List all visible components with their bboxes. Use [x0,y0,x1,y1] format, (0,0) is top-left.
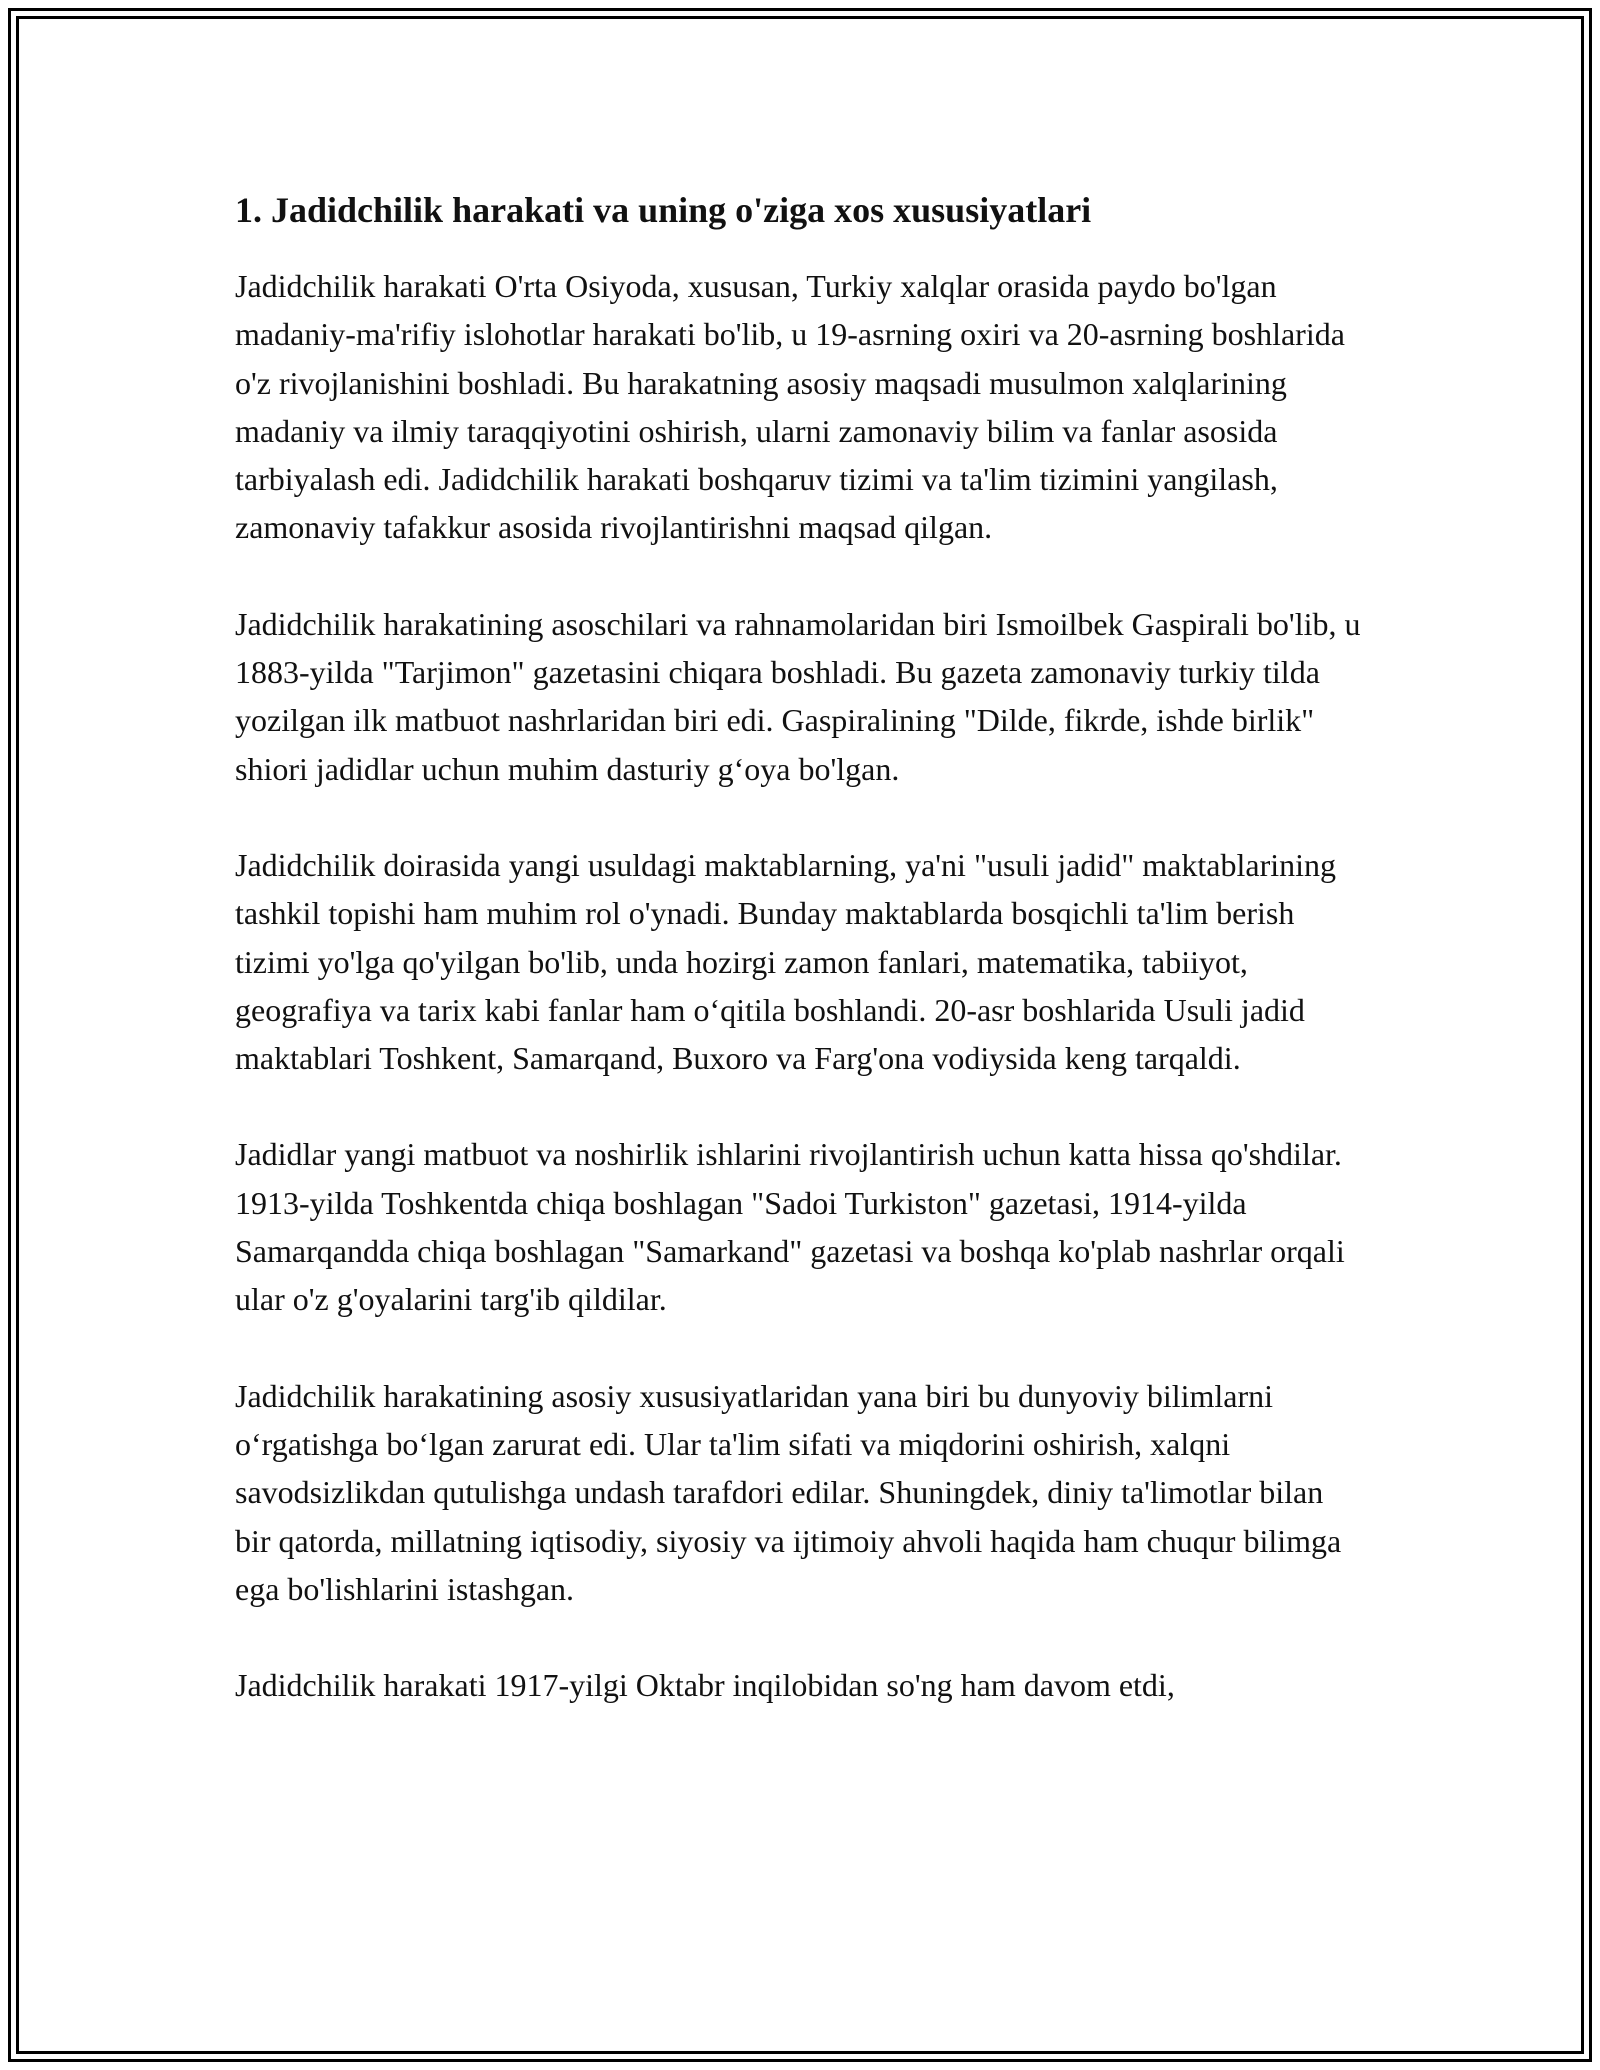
paragraph-6: Jadidchilik harakati 1917-yilgi Oktabr inqilobidan so'ng ham davom etdi, [235,1667,1175,1704]
paragraph-3: Jadidchilik doirasida yangi usuldagi maktablarning, ya'ni "usuli jadid" maktablarining tashkil topishi ham muhim rol o'ynadi. Bunday maktablarda bosqichli ta'lim berish tizimi yo'lga qo'yilgan bo'lib, unda hozirgi zamon fanlari, matematika, tabiiyot, geografiya va tarix kabi fanlar ham o‘qitila boshlandi. 20-asr boshlarida Usuli jadid maktablari Toshkent, Samarqand, Buxoro va Farg'ona vodiysida keng tarqaldi. [235,846,1336,1077]
paragraph-4: Jadidlar yangi matbuot va noshirlik ishlarini rivojlantirish uchun katta hissa qo'shdilar. 1913-yilda Toshkentda chiqa boshlagan "Sadoi Turkiston" gazetasi, 1914-yilda Samarqandda chiqa boshlagan "Samarkand" gazetasi va boshqa ko'plab nashrlar orqali ular o'z g'oyalarini targ'ib qildilar. [235,1136,1345,1318]
paragraph-2: Jadidchilik harakatining asoschilari va rahnamolaridan biri Ismoilbek Gaspirali bo'lib, u 1883-yilda "Tarjimon" gazetasini chiqara boshladi. Bu gazeta zamonaviy turkiy tilda yozilgan ilk matbuot nashrlaridan biri edi. Gaspiralining "Dilde, fikrde, ishde birlik" shiori jadidlar uchun muhim dasturiy g‘oya bo'lgan. [235,605,1361,787]
section-heading: 1. Jadidchilik harakati va uning o'ziga xos xususiyatlari [235,190,1092,230]
document-body [235,186,1365,1757]
paragraph-1: Jadidchilik harakati O'rta Osiyoda, xususan, Turkiy xalqlar orasida paydo bo'lgan madaniy-ma'rifiy islohotlar harakati bo'lib, u 19-asrning oxiri va 20-asrning boshlarida o'z rivojlanishini boshladi. Bu harakatning asosiy maqsadi musulmon xalqlarining madaniy va ilmiy taraqqiyotini oshirish, ularni zamonaviy bilim va fanlar asosida tarbiyalash edi. Jadidchilik harakati boshqaruv tizimi va ta'lim tizimini yangilash, zamonaviy tafakkur asosida rivojlantirishni maqsad qilgan. [235,268,1345,546]
paragraph-5: Jadidchilik harakatining asosiy xususiyatlaridan yana biri bu dunyoviy bilimlarni o‘rgatishga bo‘lgan zarurat edi. Ular ta'lim sifati va miqdorini oshirish, xalqni savodsizlikdan qutulishga undash tarafdori edilar. Shuningdek, diniy ta'limotlar bilan bir qatorda, millatning iqtisodiy, siyosiy va ijtimoiy ahvoli haqida ham chuqur bilimga ega bo'lishlarini istashgan. [235,1377,1342,1607]
